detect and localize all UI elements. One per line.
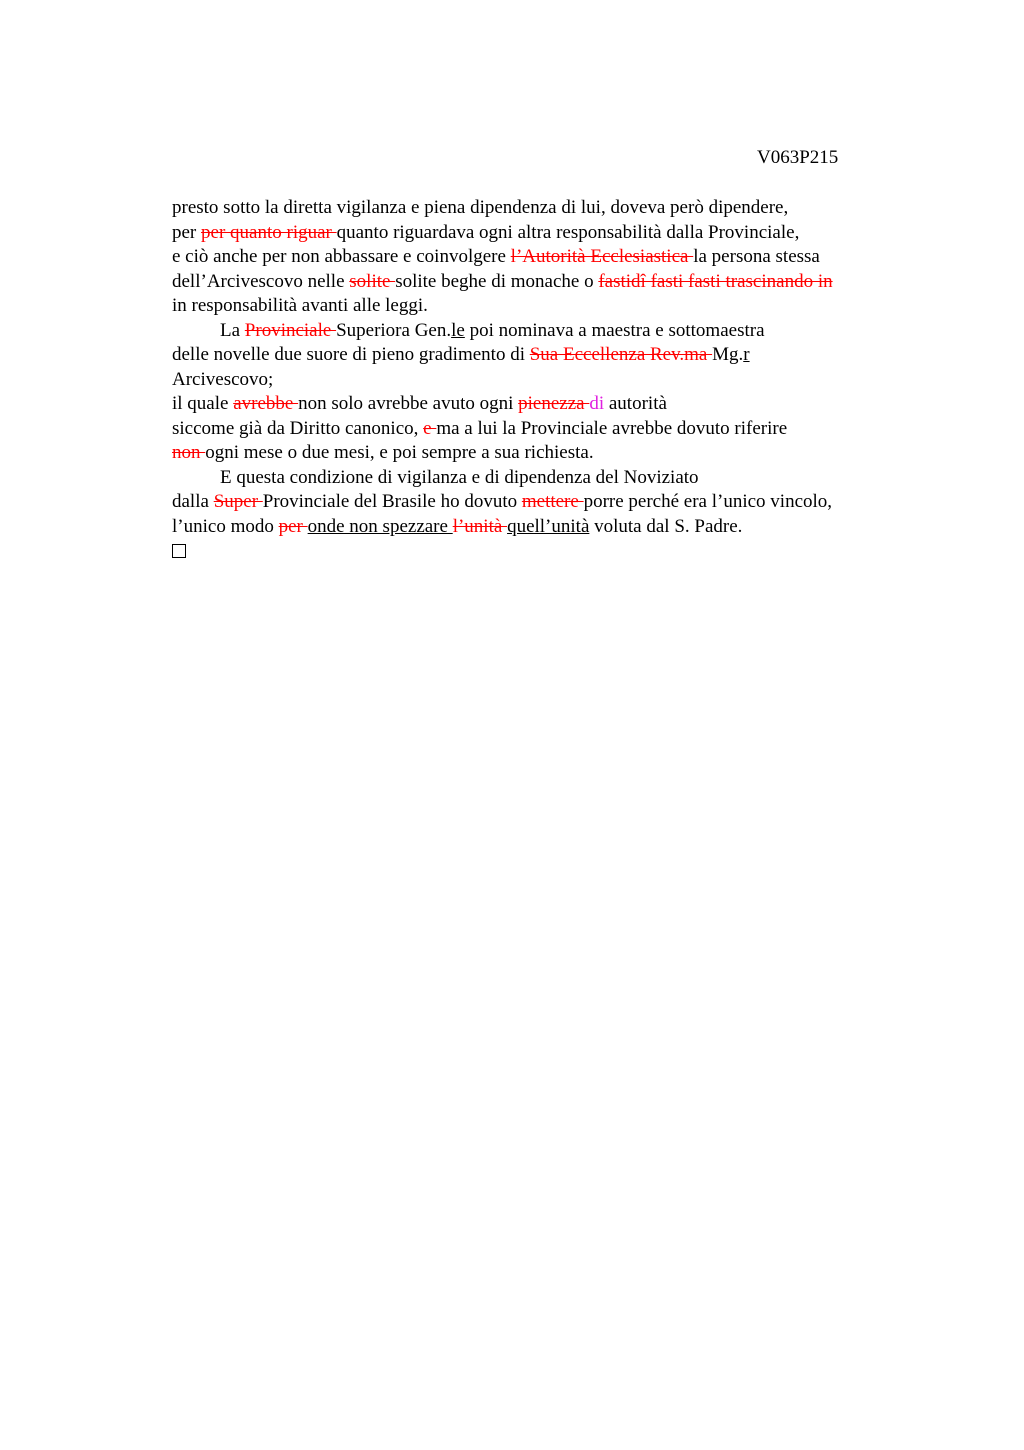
inserted-text: di bbox=[589, 393, 605, 414]
text-line bbox=[172, 417, 912, 442]
text-span: quanto riguardava ogni altra responsabilità dalla Provinciale, bbox=[336, 221, 800, 243]
deleted-text: non bbox=[172, 442, 206, 463]
text-line bbox=[172, 368, 912, 393]
underlined-text: quell’unità bbox=[507, 515, 590, 537]
text-span: dell’Arcivescovo nelle bbox=[172, 270, 350, 292]
text-line bbox=[172, 490, 912, 515]
text-span: autorità bbox=[604, 393, 667, 414]
text-span: dalla bbox=[172, 491, 214, 512]
text-line bbox=[172, 392, 912, 417]
underlined-text: r bbox=[743, 344, 750, 365]
text-span: siccome già da Diritto canonico, bbox=[172, 417, 424, 439]
text-span: per bbox=[172, 221, 202, 243]
text-span: solite beghe di monache o bbox=[395, 270, 599, 292]
text-span: Mg. bbox=[712, 344, 744, 365]
text-span: poi nominava a maestra e sottomaestra bbox=[464, 319, 765, 341]
text-span: non solo avrebbe avuto ogni bbox=[298, 393, 519, 414]
deleted-text: e bbox=[423, 417, 437, 439]
underlined-text: onde non spezzare bbox=[307, 515, 453, 537]
deleted-text: avrebbe bbox=[233, 393, 299, 414]
deleted-text: mettere bbox=[521, 491, 584, 512]
text-span: e ciò anche per non abbassare e coinvolgere bbox=[172, 246, 511, 267]
text-line bbox=[172, 515, 912, 540]
page-id: V063P215 bbox=[757, 147, 839, 168]
text-line bbox=[172, 441, 912, 466]
text-line bbox=[172, 319, 912, 344]
document-body bbox=[172, 196, 912, 564]
deleted-text: fastidî fasti fasti trascinando in bbox=[598, 270, 833, 292]
text-span: La bbox=[220, 319, 245, 341]
text-span: ogni mese o due mesi, e poi sempre a sua richiesta. bbox=[205, 442, 594, 463]
deleted-text: Provinciale bbox=[244, 319, 337, 341]
deleted-text: Super bbox=[213, 491, 263, 512]
deleted-text: l’unità bbox=[452, 515, 508, 537]
deleted-text: solite bbox=[349, 270, 396, 292]
checkbox-icon bbox=[172, 544, 186, 558]
text-span: ma a lui la Provinciale avrebbe dovuto riferire bbox=[436, 417, 788, 439]
text-line bbox=[172, 270, 912, 295]
text-span: l’unico modo bbox=[172, 515, 279, 537]
text-span: in responsabilità avanti alle leggi. bbox=[172, 295, 428, 316]
deleted-text: pienezza bbox=[518, 393, 590, 414]
underlined-text: le bbox=[451, 319, 465, 341]
text-span: E questa condizione di vigilanza e di dipendenza del Noviziato bbox=[220, 466, 699, 488]
text-line bbox=[172, 466, 912, 491]
end-mark-line bbox=[172, 539, 912, 564]
text-line bbox=[172, 343, 912, 368]
text-line bbox=[172, 221, 912, 246]
deleted-text: per quanto riguar bbox=[201, 221, 337, 243]
text-span: la persona stessa bbox=[693, 246, 820, 267]
text-span: Provinciale del Brasile ho dovuto bbox=[262, 491, 522, 512]
text-span: voluta dal S. Padre. bbox=[589, 515, 743, 537]
text-span: il quale bbox=[172, 393, 234, 414]
deleted-text: Sua Eccellenza Rev.ma bbox=[529, 344, 713, 365]
text-span: presto sotto la diretta vigilanza e piena dipendenza di lui, doveva però dipendere, bbox=[172, 197, 789, 218]
text-span: delle novelle due suore di pieno gradimento di bbox=[172, 344, 530, 365]
text-line bbox=[172, 196, 912, 221]
text-span: Superiora Gen. bbox=[336, 319, 452, 341]
deleted-text: per bbox=[278, 515, 308, 537]
text-line bbox=[172, 294, 912, 319]
text-span: Arcivescovo; bbox=[172, 368, 274, 390]
text-line bbox=[172, 245, 912, 270]
text-span: porre perché era l’unico vincolo, bbox=[583, 491, 833, 512]
deleted-text: l’Autorità Ecclesiastica bbox=[510, 246, 694, 267]
